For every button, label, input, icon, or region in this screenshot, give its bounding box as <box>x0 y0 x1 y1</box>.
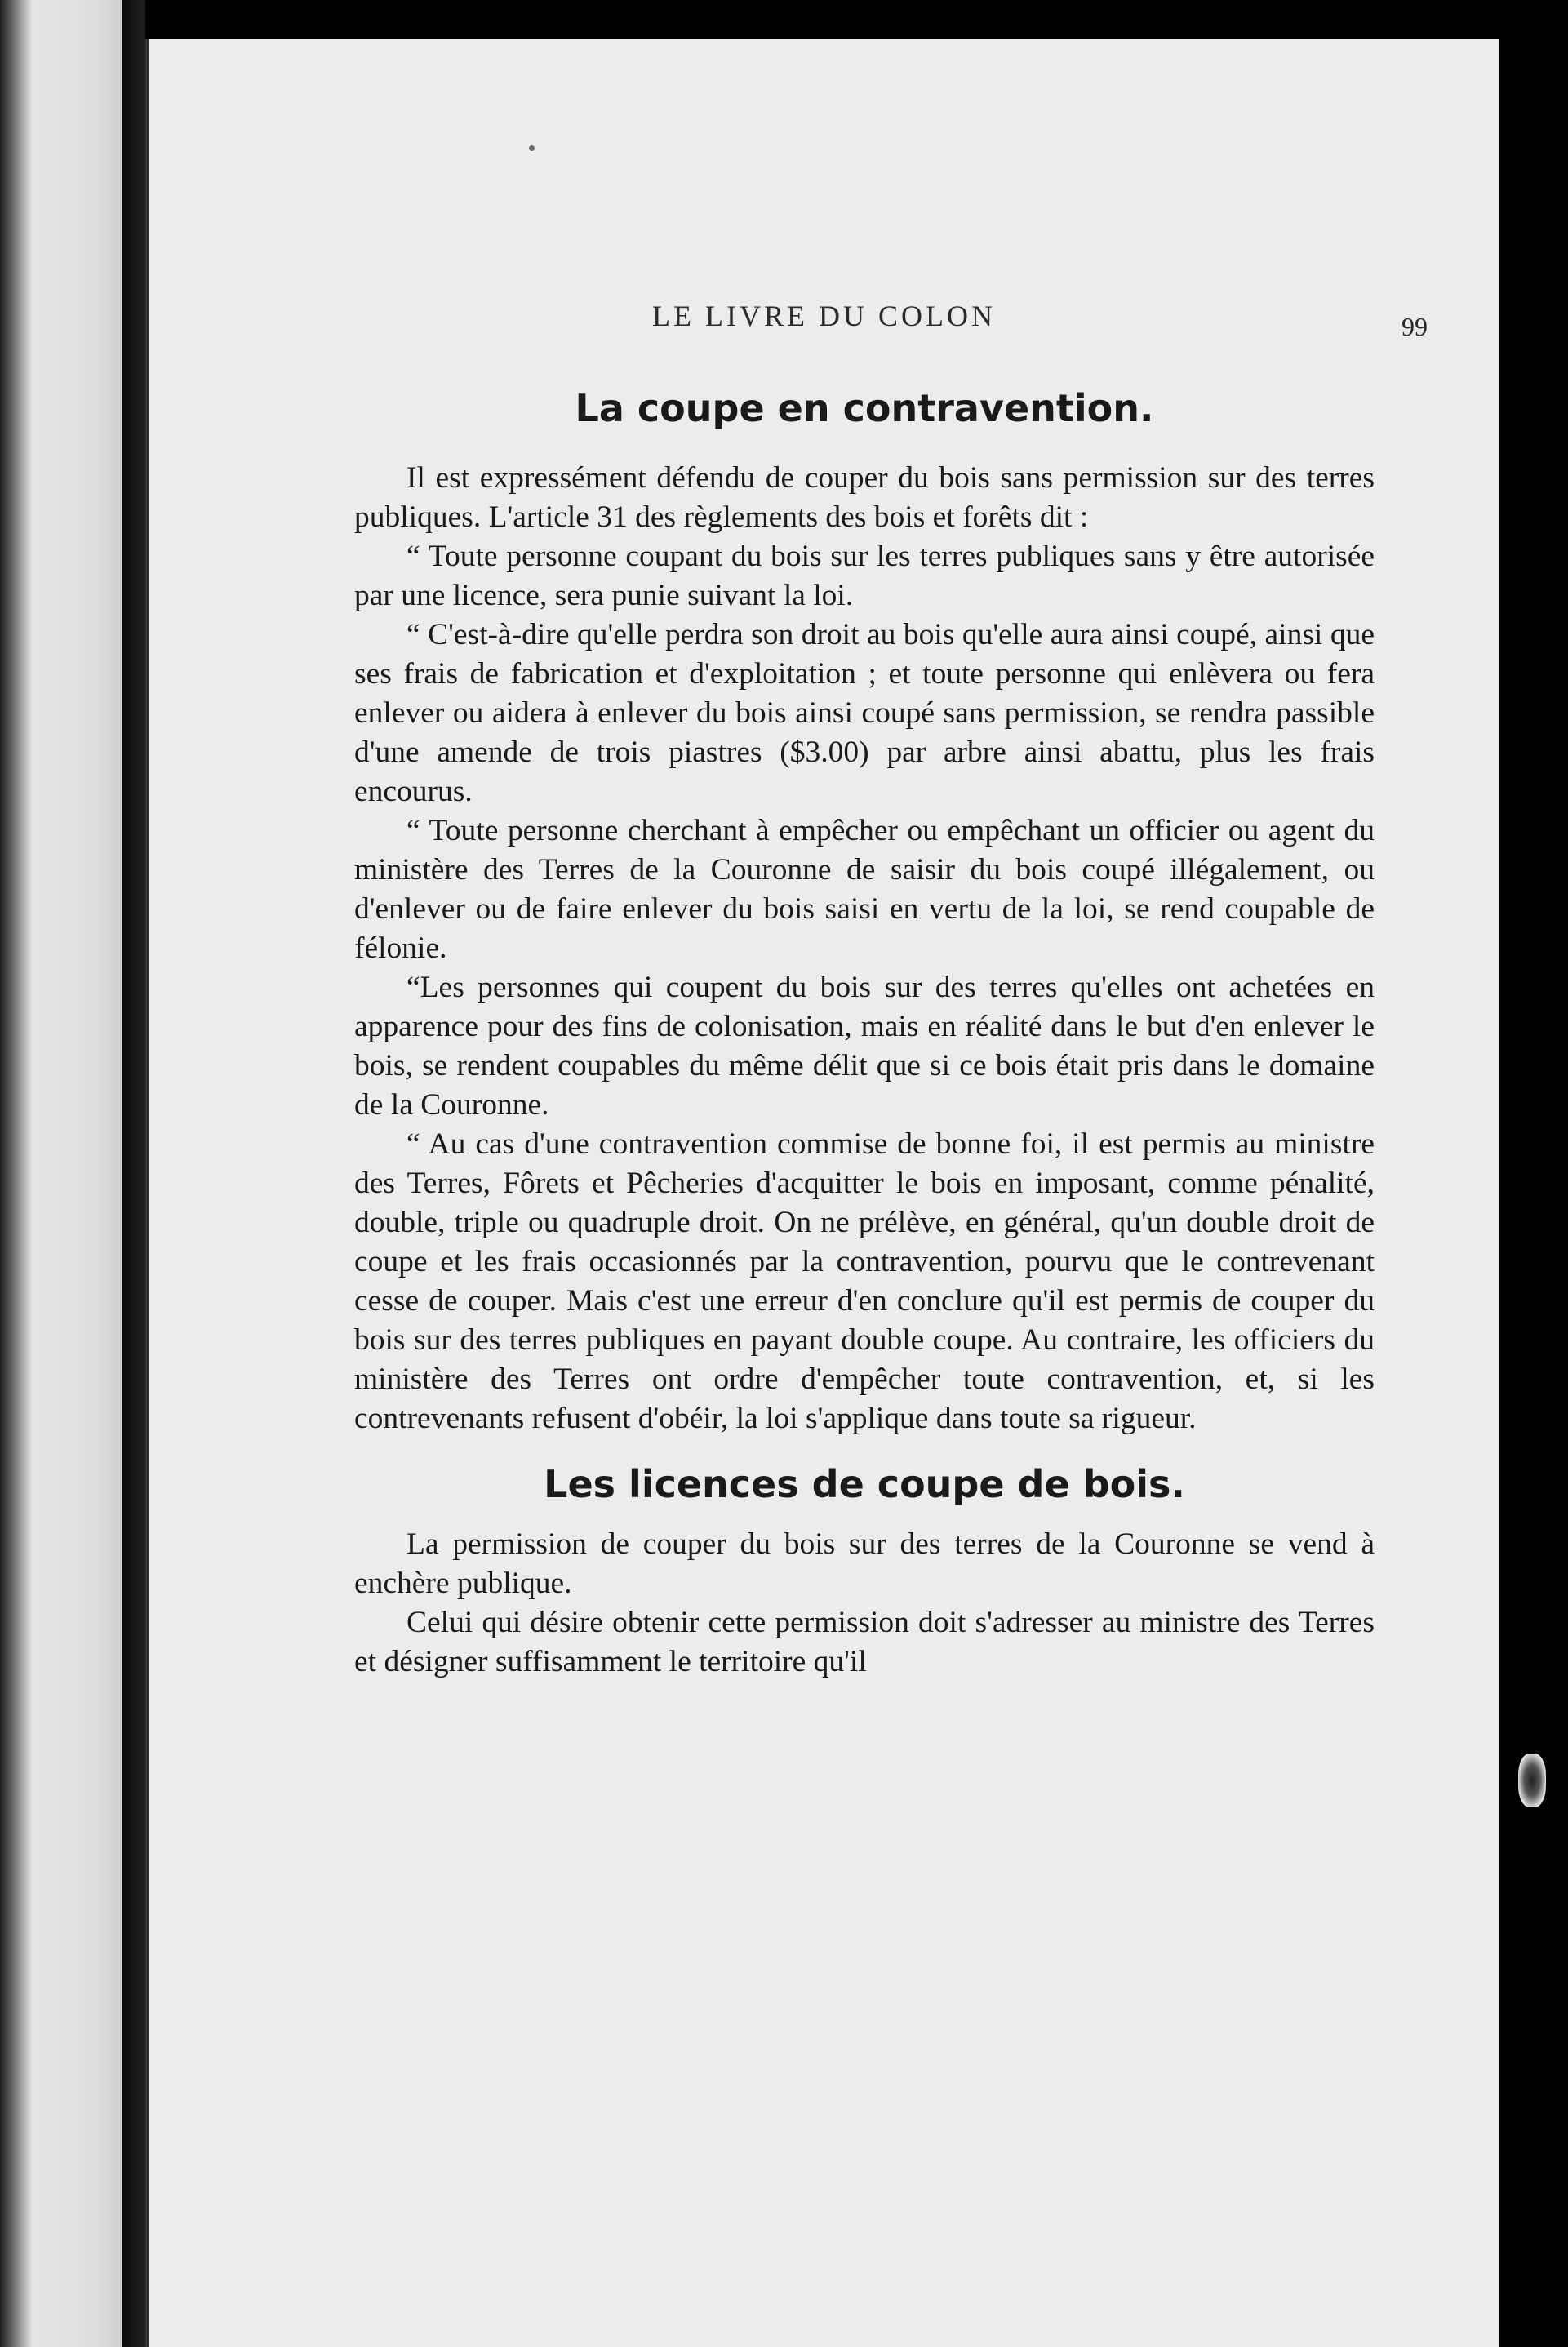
book-gutter <box>122 0 145 2347</box>
page-number: 99 <box>1401 312 1428 341</box>
speck <box>529 145 535 151</box>
paragraph: Il est expressément défendu de couper du bois sans permission sur des terres publiques. L'article 31 des règlements des bois et forêts dit : <box>354 461 1375 534</box>
paragraph: “ C'est-à-dire qu'elle perdra son droit au bois qu'elle aura ainsi coupé, ainsi que ses frais de fabrication et d'exploitation ; et toute personne qui enlèvera ou fera enlever ou aidera à enlever du bois ainsi coupé sans permission, se rendra passible d'une amende de trois piastres ($3.00) par arbre ainsi abattu, plus les frais encourus. <box>354 618 1375 808</box>
paragraph: La permission de couper du bois sur des terres de la Couronne se vend à enchère publique. <box>354 1527 1375 1600</box>
paragraph: “ Toute personne cherchant à empêcher ou empêchant un officier ou agent du ministère des Terres de la Couronne de saisir du bois coupé illégalement, ou d'enlever ou de faire enlever du bois saisi en vertu de la loi, se rend coupable de félonie. <box>354 814 1375 965</box>
section-heading-licences: Les licences de coupe de bois. <box>544 1462 1185 1506</box>
book-page <box>145 39 1499 2347</box>
margin-stain <box>1518 1754 1546 1807</box>
running-head: LE LIVRE DU COLON <box>652 300 996 332</box>
paragraph: “ Toute personne coupant du bois sur les terres publiques sans y être autorisée par une licence, sera punie suivant la loi. <box>354 540 1375 612</box>
paragraph: Celui qui désire obtenir cette permission doit s'adresser au ministre des Terres et désigner suffisamment le territoire qu'il <box>354 1606 1375 1678</box>
left-page-edge <box>0 0 122 2347</box>
text-block <box>354 382 1375 1682</box>
section-heading-coupe-contravention: La coupe en contravention. <box>575 386 1154 430</box>
paragraph: “ Au cas d'une contravention commise de bonne foi, il est permis au ministre des Terres, Fôrets et Pêcheries d'acquitter le bois en imposant, comme pénalité, double, triple ou quadruple droit. On ne prélève, en général, qu'un double droit de coupe et les frais occasionnés par la contravention, pourvu que le contrevenant cesse de couper. Mais c'est une erreur d'en conclure qu'il est permis de couper du bois sur des terres publiques en payant double coupe. Au contraire, les officiers du ministère des Terres ont ordre d'empêcher toute contravention, et, si les contrevenants refusent d'obéir, la loi s'applique dans toute sa rigueur. <box>354 1127 1375 1435</box>
paragraph: “Les personnes qui coupent du bois sur des terres qu'elles ont achetées en apparence pour des fins de colonisation, mais en réalité dans le but d'en enlever le bois, se rendent coupables du même délit que si ce bois était pris dans le domaine de la Couronne. <box>354 971 1375 1122</box>
